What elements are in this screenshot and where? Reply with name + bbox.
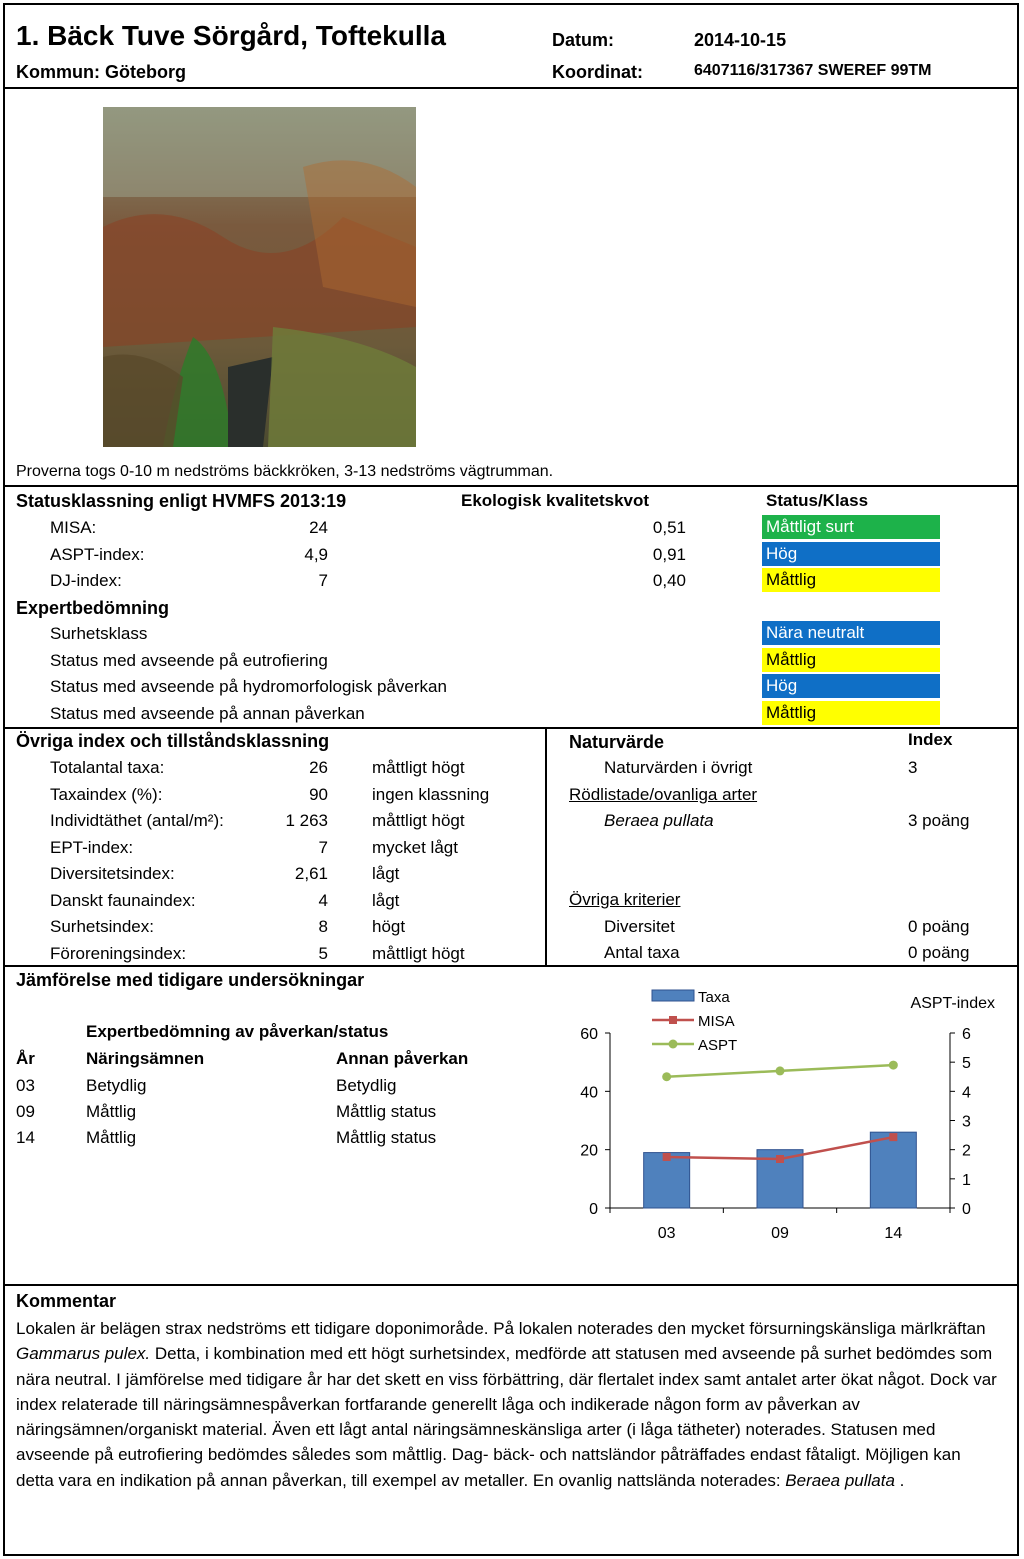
- datum-value: 2014-10-15: [694, 30, 787, 50]
- y2-tick-label: 3: [962, 1113, 971, 1131]
- site-photo: [103, 107, 416, 447]
- comparison-chart: [560, 980, 1000, 1270]
- ovriga-label: Totalantal taxa:: [50, 758, 165, 777]
- photo-caption: Proverna togs 0-10 m nedströms bäckkröken, 3-13 nedströms vägtrumman.: [16, 463, 554, 480]
- y-tick-label: 40: [580, 1084, 598, 1102]
- point-misa: [889, 1133, 897, 1141]
- misa-ekq: 0,51: [652, 518, 686, 537]
- ovriga-value: 26: [309, 758, 328, 777]
- expert-row-label: Status med avseende på hydromorfologisk påverkan: [50, 677, 447, 696]
- expert-row-label: Surhetsklass: [50, 624, 148, 643]
- point-misa: [776, 1155, 784, 1163]
- ovriga-klass: måttligt högt: [372, 811, 465, 830]
- jamforelse-naring: Betydlig: [86, 1076, 147, 1095]
- col-annan-paverkan: Annan påverkan: [336, 1049, 469, 1068]
- ovriga-label: Individtäthet (antal/m²):: [50, 811, 224, 830]
- x-tick-label: 09: [771, 1225, 789, 1242]
- koordinat-label: Koordinat:: [552, 62, 643, 82]
- y-tick-label: 20: [580, 1142, 598, 1160]
- dj-label: DJ-index:: [50, 571, 122, 590]
- expert-row-label: Status med avseende på eutrofiering: [50, 651, 328, 670]
- naturvarde-heading: Naturvärde: [569, 732, 665, 752]
- jamforelse-annan: Betydlig: [336, 1076, 397, 1095]
- ovriga-value: 4: [318, 890, 328, 910]
- y-tick-label: 60: [580, 1026, 598, 1043]
- dj-value: 7: [318, 571, 328, 590]
- kommentar-part: .: [894, 1470, 905, 1490]
- kriterium-value: 0 poäng: [908, 917, 970, 936]
- rodlistade-heading: Rödlistade/ovanliga arter: [569, 785, 758, 804]
- naturvarden-ovrigt-value: 3: [908, 758, 918, 777]
- ovriga-heading: Övriga index och tillståndsklassning: [16, 731, 330, 751]
- y-tick-label: 0: [589, 1201, 598, 1218]
- expert-heading: Expertbedömning: [16, 598, 170, 618]
- kommentar-part: Detta, i kombination med ett högt surhetsindex, medförde att statusen med avseende på surhet bedömdes som nära neutral. I jämförelse med tidigare år har det skett en viss förbättring, där flertalet index samt antalet arter ökat något. Dock var index relaterade till näringsämnespåverkan fortfarande generellt låga och indikerade någon form av påverkan av näringsämnen/organiskt material. Även ett lågt antal näringsämneskänsliga arter (i låga tätheter) noterades. Statusen med avseende på eutrofiering bedömdes således som måttlig. Dag- bäck- och nattsländor påträffades endast fåtaligt. Möjligen kan detta vara en indikation på annan påverkan, till exempel av metaller. En ovanlig nattslända noterades:: [16, 1344, 997, 1490]
- ovriga-value: 8: [318, 917, 328, 936]
- species-value: 3 poäng: [908, 811, 970, 830]
- status-class-heading: Status/Klass: [766, 491, 869, 510]
- jamforelse-naring: Måttlig: [86, 1128, 137, 1147]
- ovriga-value: 90: [309, 784, 328, 804]
- koordinat-value: 6407116/317367 SWEREF 99TM: [694, 62, 932, 79]
- jamforelse-annan: Måttlig status: [336, 1128, 437, 1147]
- beraea-name: Beraea pullata: [785, 1470, 895, 1490]
- aspt-status-badge: Hög: [762, 542, 940, 566]
- ovriga-klass: lågt: [372, 864, 400, 883]
- dj-status-badge: Måttlig: [762, 568, 940, 592]
- jamforelse-naring: Måttlig: [86, 1102, 137, 1121]
- y2-tick-label: 0: [962, 1201, 971, 1218]
- header-divider: [3, 87, 1017, 89]
- jamforelse-ar: 03: [16, 1076, 35, 1095]
- point-aspt: [776, 1066, 785, 1075]
- y2-tick-label: 6: [962, 1026, 971, 1043]
- kommentar-heading: Kommentar: [16, 1291, 117, 1311]
- ovriga-klass: ingen klassning: [372, 784, 490, 804]
- legend-marker: [669, 1040, 678, 1049]
- ovriga-klass: lågt: [372, 890, 400, 910]
- misa-status-badge: Måttligt surt: [762, 515, 940, 539]
- ovriga-label: Diversitetsindex:: [50, 864, 175, 883]
- jamforelse-annan: Måttlig status: [336, 1102, 437, 1121]
- ovriga-klass: måttligt högt: [372, 943, 465, 963]
- status-divider: [3, 727, 1017, 729]
- kommentar-text: [16, 1316, 1001, 1493]
- ovriga-value: 2,61: [294, 864, 328, 883]
- ovriga-label: Taxaindex (%):: [50, 784, 163, 804]
- jamforelse-ar: 14: [16, 1128, 35, 1147]
- ekq-heading: Ekologisk kvalitetskvot: [461, 491, 650, 510]
- kriterier-heading: Övriga kriterier: [569, 890, 681, 909]
- photo-divider: [3, 485, 1017, 487]
- ovriga-klass: högt: [372, 917, 406, 936]
- naturvarde-index-heading: Index: [908, 730, 953, 749]
- ovriga-divider: [3, 965, 1017, 967]
- ovriga-klass: måttligt högt: [372, 758, 465, 777]
- misa-label: MISA:: [50, 518, 97, 537]
- misa-value: 24: [309, 518, 328, 537]
- status-heading: Statusklassning enligt HVMFS 2013:19: [16, 491, 347, 511]
- page-title: 1. Bäck Tuve Sörgård, Toftekulla: [16, 20, 446, 51]
- ovriga-value: 5: [318, 943, 328, 963]
- legend-label: Taxa: [698, 989, 730, 1006]
- x-tick-label: 14: [884, 1225, 903, 1242]
- y2-axis-label: ASPT-index: [910, 995, 995, 1012]
- x-tick-label: 03: [657, 1225, 676, 1242]
- jamforelse-subheading: Expertbedömning av påverkan/status: [86, 1022, 389, 1041]
- aspt-label: ASPT-index:: [50, 545, 145, 564]
- y2-tick-label: 2: [962, 1142, 971, 1160]
- ovriga-label: Danskt faunaindex:: [50, 890, 196, 910]
- aspt-ekq: 0,91: [652, 545, 686, 564]
- surhetsklass-badge: Nära neutralt: [762, 621, 940, 645]
- kriterium-value: 0 poäng: [908, 943, 970, 962]
- aspt-value: 4,9: [304, 545, 328, 564]
- kommun-label: Kommun: Göteborg: [16, 62, 186, 82]
- legend-label: ASPT: [698, 1037, 738, 1054]
- ovriga-label: Föroreningsindex:: [50, 943, 187, 963]
- jamforelse-ar: 09: [16, 1102, 35, 1121]
- ovriga-value: 7: [318, 837, 328, 857]
- legend-swatch: [652, 990, 694, 1001]
- point-aspt: [662, 1072, 671, 1081]
- kriterium-label: Diversitet: [604, 917, 675, 936]
- datum-label: Datum:: [552, 30, 614, 50]
- naturvarden-ovrigt-label: Naturvärden i övrigt: [604, 758, 753, 777]
- col-naringsamnen: Näringsämnen: [86, 1049, 205, 1068]
- kriterium-label: Antal taxa: [604, 943, 680, 962]
- jamforelse-divider: [3, 1284, 1017, 1286]
- kommentar-part: Lokalen är belägen strax nedströms ett tidigare doponimoråde. På lokalen noterades den mycket försurningskänsliga märlkräftan: [16, 1319, 986, 1338]
- bar-taxa: [870, 1132, 916, 1208]
- legend-marker: [669, 1016, 677, 1024]
- species-name: Beraea pullata: [604, 811, 714, 830]
- point-aspt: [889, 1061, 898, 1070]
- dj-ekq: 0,40: [652, 571, 686, 590]
- legend-label: MISA: [698, 1013, 735, 1030]
- ovriga-label: Surhetsindex:: [50, 917, 154, 936]
- y2-tick-label: 4: [962, 1084, 971, 1102]
- jamforelse-heading: Jämförelse med tidigare undersökningar: [16, 970, 365, 990]
- ovriga-label: EPT-index:: [50, 837, 134, 857]
- gammarus-name: Gammarus pulex.: [16, 1344, 151, 1364]
- eutrofiering-badge: Måttlig: [762, 648, 940, 672]
- y2-tick-label: 1: [962, 1171, 971, 1189]
- point-misa: [663, 1153, 671, 1161]
- ovriga-value: 1 263: [285, 811, 328, 830]
- ovriga-klass: mycket lågt: [372, 837, 458, 857]
- naturvarde-divider: [545, 727, 547, 967]
- annan-paverkan-badge: Måttlig: [762, 701, 940, 725]
- hydromorfologi-badge: Hög: [762, 674, 940, 698]
- y2-tick-label: 5: [962, 1055, 971, 1073]
- col-ar: År: [16, 1049, 35, 1068]
- expert-row-label: Status med avseende på annan påverkan: [50, 704, 365, 723]
